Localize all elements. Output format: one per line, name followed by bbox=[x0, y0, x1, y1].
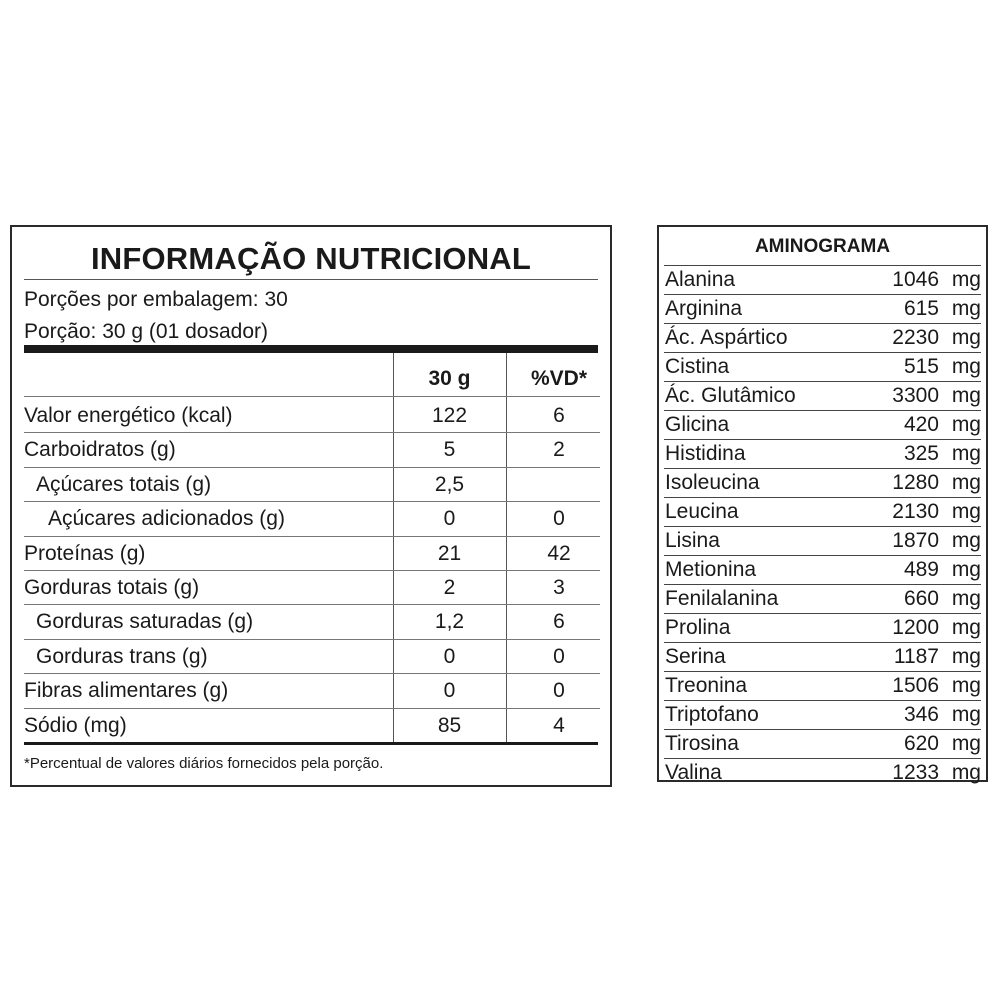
thick-divider bbox=[24, 345, 598, 353]
nutrient-amount: 2 bbox=[443, 576, 456, 599]
nutrition-row bbox=[24, 433, 600, 467]
nutrient-label: Sódio (mg) bbox=[24, 713, 127, 737]
amino-acid-value: 615 bbox=[903, 297, 939, 320]
nutrition-title: INFORMAÇÃO NUTRICIONAL bbox=[90, 241, 532, 276]
aminogram-row bbox=[664, 729, 981, 758]
nutrition-row bbox=[24, 640, 600, 674]
amino-acid-unit: mg bbox=[951, 326, 981, 349]
amino-acid-name: Arginina bbox=[665, 297, 743, 320]
amino-acid-name: Cistina bbox=[665, 355, 730, 378]
nutrient-amount: 0 bbox=[443, 679, 456, 703]
aminogram-row bbox=[664, 323, 981, 352]
amino-acid-unit: mg bbox=[951, 529, 981, 552]
amino-acid-unit: mg bbox=[951, 500, 981, 523]
amino-acid-unit: mg bbox=[951, 268, 981, 291]
amino-acid-value: 489 bbox=[903, 558, 939, 581]
aminogram-row bbox=[664, 613, 981, 642]
aminogram-row bbox=[664, 700, 981, 729]
amino-acid-name: Tirosina bbox=[665, 732, 739, 755]
nutrient-amount: 21 bbox=[437, 541, 462, 565]
amino-acid-unit: mg bbox=[951, 616, 981, 639]
footnote: *Percentual de valores diários fornecidos pela porção. bbox=[24, 755, 384, 772]
aminogram-row bbox=[664, 294, 981, 323]
amino-acid-name: Leucina bbox=[665, 500, 739, 523]
amino-acid-value: 660 bbox=[903, 587, 939, 610]
amino-acid-name: Fenilalanina bbox=[665, 587, 779, 610]
aminogram-row bbox=[664, 381, 981, 410]
nutrient-vd: 0 bbox=[553, 507, 565, 531]
serving-size: Porção: 30 g (01 dosador) bbox=[24, 320, 268, 343]
table-header-row bbox=[24, 361, 600, 397]
amino-acid-name: Valina bbox=[665, 761, 722, 784]
aminogram-row bbox=[664, 265, 981, 294]
amino-acid-value: 420 bbox=[903, 413, 939, 436]
amino-acid-value: 1046 bbox=[892, 268, 939, 291]
nutrient-amount: 85 bbox=[437, 713, 462, 737]
amino-acid-name: Metionina bbox=[665, 558, 757, 581]
amino-acid-name: Triptofano bbox=[665, 703, 759, 726]
aminogram-row bbox=[664, 410, 981, 439]
amino-acid-name: Treonina bbox=[665, 674, 748, 697]
nutrient-amount: 2,5 bbox=[434, 472, 465, 496]
nutrient-label: Carboidratos (g) bbox=[24, 438, 176, 462]
aminogram-row bbox=[664, 352, 981, 381]
amino-acid-value: 2230 bbox=[892, 326, 939, 349]
nutrient-vd: 3 bbox=[553, 576, 565, 599]
amino-acid-name: Serina bbox=[665, 645, 726, 668]
aminogram-row bbox=[664, 468, 981, 497]
amino-acid-name: Lisina bbox=[665, 529, 720, 552]
amount-column-header: 30 g bbox=[428, 367, 471, 390]
nutrient-vd: 2 bbox=[553, 438, 565, 462]
amino-acid-unit: mg bbox=[951, 442, 981, 465]
servings-per-package: Porções por embalagem: 30 bbox=[24, 288, 288, 311]
amino-acid-unit: mg bbox=[951, 558, 981, 581]
aminogram-row bbox=[664, 584, 981, 613]
nutrition-row bbox=[24, 468, 600, 502]
nutrition-row bbox=[24, 537, 600, 571]
amino-acid-value: 325 bbox=[903, 442, 939, 465]
nutrient-vd: 0 bbox=[553, 644, 565, 668]
nutrient-vd: 0 bbox=[553, 679, 565, 703]
aminogram-row bbox=[664, 642, 981, 671]
nutrition-row bbox=[24, 571, 600, 605]
nutrient-label: Gorduras saturadas (g) bbox=[36, 610, 254, 634]
amino-acid-name: Prolina bbox=[665, 616, 731, 639]
amino-acid-value: 346 bbox=[903, 703, 939, 726]
amino-acid-value: 1187 bbox=[893, 645, 939, 668]
nutrient-label: Açúcares totais (g) bbox=[36, 472, 212, 496]
amino-acid-name: Ác. Glutâmico bbox=[665, 384, 796, 407]
nutrition-row bbox=[24, 502, 600, 536]
nutrient-amount: 5 bbox=[443, 438, 456, 462]
nutrient-amount: 0 bbox=[443, 644, 456, 668]
vd-column-header: %VD* bbox=[530, 367, 588, 390]
amino-acid-unit: mg bbox=[951, 732, 981, 755]
nutrient-label: Gorduras totais (g) bbox=[24, 576, 200, 599]
aminogram-row bbox=[664, 671, 981, 700]
nutrition-row bbox=[24, 605, 600, 639]
title-divider bbox=[24, 279, 598, 280]
nutrient-vd: 42 bbox=[547, 541, 571, 565]
nutrient-vd: 4 bbox=[553, 713, 565, 737]
amino-acid-value: 620 bbox=[903, 732, 939, 755]
aminogram-row bbox=[664, 526, 981, 555]
nutrient-amount: 122 bbox=[431, 404, 468, 427]
amino-acid-value: 1233 bbox=[892, 761, 939, 784]
nutrition-row bbox=[24, 399, 600, 433]
amino-acid-name: Histidina bbox=[665, 442, 746, 465]
amino-acid-name: Glicina bbox=[665, 413, 730, 436]
aminogram-panel bbox=[657, 225, 988, 782]
amino-acid-value: 2130 bbox=[892, 500, 939, 523]
amino-acid-unit: mg bbox=[951, 384, 981, 407]
nutrient-label: Fibras alimentares (g) bbox=[24, 679, 229, 703]
nutrition-facts-panel bbox=[10, 225, 612, 787]
amino-acid-unit: mg bbox=[951, 703, 981, 726]
nutrient-label: Gorduras trans (g) bbox=[36, 644, 208, 668]
aminogram-row bbox=[664, 497, 981, 526]
amino-acid-name: Isoleucina bbox=[665, 471, 760, 494]
amino-acid-value: 3300 bbox=[892, 384, 939, 407]
amino-acid-unit: mg bbox=[951, 674, 981, 697]
amino-acid-value: 1200 bbox=[892, 616, 939, 639]
aminogram-row bbox=[664, 439, 981, 468]
amino-acid-unit: mg bbox=[951, 471, 981, 494]
amino-acid-value: 1280 bbox=[892, 471, 939, 494]
nutrient-label: Proteínas (g) bbox=[24, 541, 146, 565]
amino-acid-name: Alanina bbox=[665, 268, 736, 291]
amino-acid-value: 515 bbox=[903, 355, 939, 378]
aminogram-row bbox=[664, 555, 981, 584]
nutrition-row bbox=[24, 709, 600, 743]
amino-acid-unit: mg bbox=[951, 413, 981, 436]
nutrient-amount: 1,2 bbox=[434, 610, 465, 634]
nutrient-amount: 0 bbox=[443, 507, 456, 531]
nutrient-vd: 6 bbox=[553, 610, 565, 634]
amino-acid-value: 1870 bbox=[892, 529, 939, 552]
amino-acid-unit: mg bbox=[951, 355, 981, 378]
aminogram-row bbox=[664, 758, 981, 787]
bottom-divider bbox=[24, 742, 598, 745]
aminogram-title: AMINOGRAMA bbox=[754, 236, 891, 257]
nutrient-label: Açúcares adicionados (g) bbox=[48, 507, 285, 531]
amino-acid-unit: mg bbox=[951, 761, 981, 784]
amino-acid-unit: mg bbox=[951, 297, 981, 320]
nutrient-label: Valor energético (kcal) bbox=[24, 404, 233, 427]
nutrient-vd: 6 bbox=[553, 404, 565, 427]
amino-acid-value: 1506 bbox=[892, 674, 939, 697]
amino-acid-unit: mg bbox=[951, 645, 981, 668]
nutrition-row bbox=[24, 674, 600, 708]
amino-acid-name: Ác. Aspártico bbox=[665, 326, 788, 349]
amino-acid-unit: mg bbox=[951, 587, 981, 610]
